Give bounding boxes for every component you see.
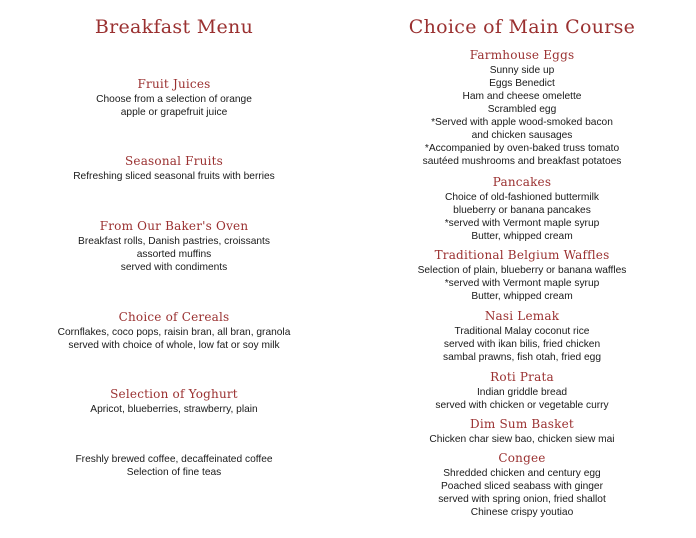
menu-line: Selection of plain, blueberry or banana waffles <box>417 265 627 276</box>
menu-line: Traditional Malay coconut rice <box>454 326 590 337</box>
pancakes-description <box>348 191 696 243</box>
yoghurt-description <box>0 403 348 416</box>
dim-sum-description <box>348 433 696 446</box>
congee-description <box>348 467 696 519</box>
menu-line: Butter, whipped cream <box>471 231 573 242</box>
farmhouse-eggs-heading: Farmhouse Eggs <box>469 48 575 62</box>
seasonal-fruits-heading: Seasonal Fruits <box>124 154 223 168</box>
menu-line: blueberry or banana pancakes <box>453 205 591 216</box>
waffles-heading: Traditional Belgium Waffles <box>434 248 610 262</box>
menu-line: served with choice of whole, low fat or soy milk <box>68 340 280 351</box>
pancakes-heading: Pancakes <box>492 175 552 189</box>
menu-line: Butter, whipped cream <box>471 291 573 302</box>
menu-line: *served with Vermont maple syrup <box>444 278 600 289</box>
menu-line: sambal prawns, fish otah, fried egg <box>443 352 601 363</box>
roti-prata-heading: Roti Prata <box>490 370 554 384</box>
menu-line: served with spring onion, fried shallot <box>438 494 606 505</box>
menu-line: Choice of old-fashioned buttermilk <box>444 192 600 203</box>
menu-line: *Accompanied by oven-baked truss tomato <box>424 143 620 154</box>
cereals-description <box>0 326 348 352</box>
dim-sum-heading: Dim Sum Basket <box>470 417 574 431</box>
menu-line: apple or grapefruit juice <box>120 107 228 118</box>
menu-line: Ham and cheese omelette <box>462 91 582 102</box>
menu-line: served with ikan bilis, fried chicken <box>443 339 601 350</box>
nasi-lemak-heading: Nasi Lemak <box>484 309 560 323</box>
menu-line: Freshly brewed coffee, decaffeinated coffee <box>75 454 273 465</box>
menu-line: assorted muffins <box>136 249 212 260</box>
menu-line: Sunny side up <box>489 65 555 76</box>
menu-line: and chicken sausages <box>471 130 573 141</box>
menu-line: Refreshing sliced seasonal fruits with berries <box>73 171 275 182</box>
seasonal-fruits-description <box>0 170 348 183</box>
menu-line: Shredded chicken and century egg <box>443 468 601 479</box>
bakers-oven-heading: From Our Baker's Oven <box>99 219 249 233</box>
menu-line: Eggs Benedict <box>489 78 555 89</box>
menu-line: Choose from a selection of orange <box>96 94 252 105</box>
menu-line: Chinese crispy youtiao <box>470 507 574 518</box>
menu-line: served with condiments <box>120 262 228 273</box>
main-course-title: Choice of Main Course <box>408 16 636 38</box>
menu-line: sautéed mushrooms and breakfast potatoes <box>422 156 622 167</box>
menu-line: Selection of fine teas <box>126 467 222 478</box>
farmhouse-eggs-description <box>348 64 696 168</box>
fruit-juices-heading: Fruit Juices <box>137 77 211 91</box>
beverages-description <box>0 453 348 479</box>
menu-line: Indian griddle bread <box>476 387 568 398</box>
menu-line: *Served with apple wood-smoked bacon <box>431 117 613 128</box>
menu-line: Cornflakes, coco pops, raisin bran, all bran, granola <box>57 327 291 338</box>
menu-line: *served with Vermont maple syrup <box>444 218 600 229</box>
menu-line: Chicken char siew bao, chicken siew mai <box>429 434 615 445</box>
waffles-description <box>348 264 696 303</box>
menu-line: Apricot, blueberries, strawberry, plain <box>90 404 258 415</box>
congee-heading: Congee <box>498 451 546 465</box>
bakers-oven-description <box>0 235 348 274</box>
fruit-juices-description <box>0 93 348 119</box>
menu-line: served with chicken or vegetable curry <box>435 400 609 411</box>
roti-prata-description <box>348 386 696 412</box>
breakfast-menu-title: Breakfast Menu <box>94 16 254 38</box>
cereals-heading: Choice of Cereals <box>118 310 230 324</box>
menu-line: Poached sliced seabass with ginger <box>441 481 603 492</box>
menu-line: Breakfast rolls, Danish pastries, croissants <box>78 236 270 247</box>
yoghurt-heading: Selection of Yoghurt <box>110 387 238 401</box>
nasi-lemak-description <box>348 325 696 364</box>
menu-line: Scrambled egg <box>487 104 557 115</box>
